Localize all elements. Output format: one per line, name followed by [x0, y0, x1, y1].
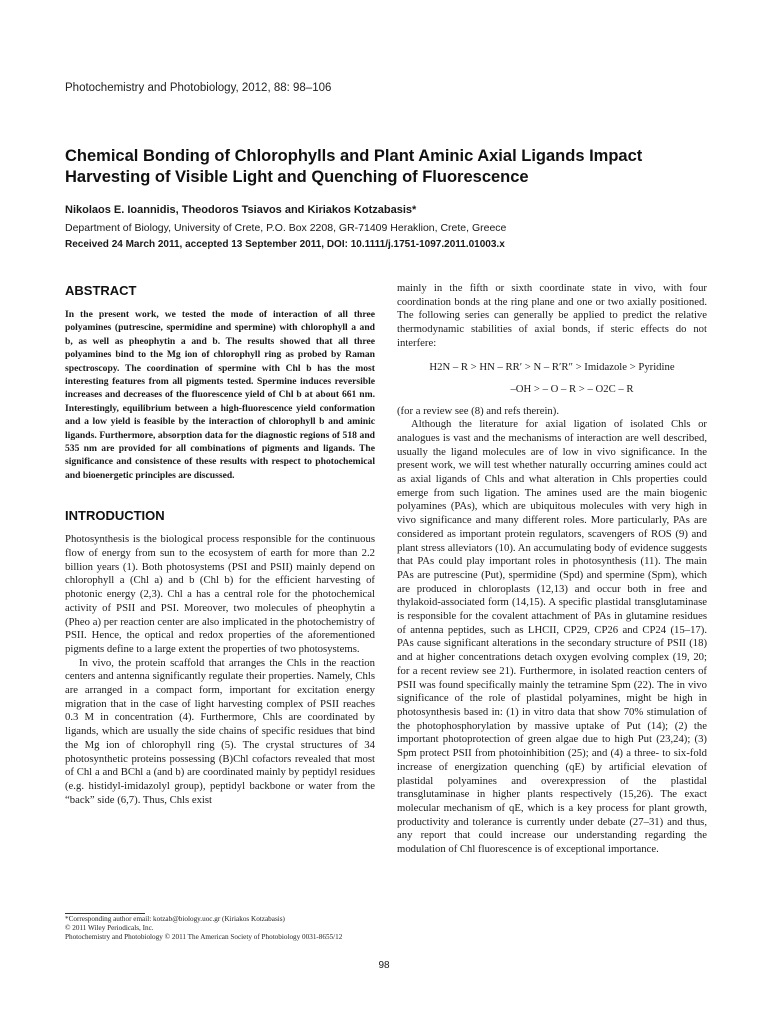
body-paragraph: Although the literature for axial ligation of isolated Chls or analogues is vast and the mechanisms of interaction are well described, usually the ligand molecules are of low in vivo significance. In the present work, we will test whether naturally occurring amines could act as axial ligands of Chls and what alteration in Chls properties could emerge from such ligation. The amines used are the main biogenic polyamines (PAs), which are ubiquitous molecules with very high in vivo significance and many different roles. More particularly, PAs are considered as important protein regulators, scavengers of ROS (9) and plant stress alleviators (10). An accumulating body of evidence suggests that PAs could play important roles in photosynthesis (11). The main PAs are putrescine (Put), spermidine (Spd) and spermine (Spm), which are produced in chloroplasts (12,13) and occur both in free and thylakoid-associated form (14,15). A specific plastidal transglutaminase is responsible for the covalent attachment of PAs in glutamine residues of antenna peptides, such as LHCII, CP29, CP26 and CP24 (15–17). PAs cause significant alterations in the secondary structure of PSII (18) and at higher concentrations detach oxygen evolving complex (19, 20; for a recent review see 21). Furthermore, in isolated reaction centers of PSII was found specifically mainly the tetramine Spm (22). The in vivo significance of the role of plastidal polyamines, might be high in photosynthesis based in: (1) in vitro data that show 70% stimulation of the photophosphorylation by massive uptake of Put (14); (2) the important photoprotection of green algae due to high Put (23,24); (3) Spm protect PSII from photoinhibition (25); and (4) a three- to six-fold increase of energization quenching (qE) by artificial elevation of plastidal polyamines and overexpression of the plastidal transglutaminase in higher plants respectively (15,26). The exact molecular mechanism of qE, which is a key process for plant growth, productivity and tolerance is currently under debate (27–31) and thus, any report that could increase our understanding regarding the modulation of Chl fluorescence is of exceptional importance. [397, 418, 707, 856]
journal-citation: Photochemistry and Photobiology, 2012, 88: 98–106 [65, 82, 332, 94]
body-paragraph: (for a review see (8) and refs therein). [397, 404, 560, 417]
equation-amine-series: H2N – R > HN – RR′ > N – R′R″ > Imidazole > Pyridine [429, 360, 675, 373]
introduction-heading: INTRODUCTION [65, 508, 165, 524]
copyright-line: © 2011 Wiley Periodicals, Inc. [65, 924, 154, 932]
corresponding-author-note: *Corresponding author email: kotzab@biology.uoc.gr (Kiriakos Kotzabasis) [65, 915, 285, 923]
article-title: Chemical Bonding of Chlorophylls and Plant Aminic Axial Ligands Impact Harvesting of Visible Light and Quenching of Fluorescence [65, 147, 643, 186]
abstract-heading: ABSTRACT [65, 283, 137, 298]
body-paragraph: mainly in the fifth or sixth coordinate state in vivo, with four coordination bonds at the ring plane and one or two axially positioned. The following series can generally be applied to predict the relative thermodynamic stabilities of axial bonds, if steric effects do not interfere: [397, 282, 707, 349]
footnote [65, 915, 385, 942]
introduction-paragraph: In vivo, the protein scaffold that arranges the Chls in the reaction centers and antenna significantly regulate their properties. Namely, Chls are arranged in a compact form, important for excitation energy migration that in the case of light harvesting complex of PSII reaches 0.3 M in concentration (4). Furthermore, Chls are coordinated by ligands, which are usually the side chains of specific residues that bind the Mg ion of chlorophyll ring (5). The crystal structures of 34 photosynthetic proteins possessing (B)Chl cofactors revealed that most of Chl a and BChl a (and b) are coordinated mainly by peptidyl residues (e.g. histidyl-imidazolyl group), peptidyl backbone or water from the “back” side (6,7). Thus, Chls exist [65, 656, 375, 806]
footnote-divider [65, 913, 145, 914]
left-column [65, 283, 375, 807]
journal-copyright-line: Photochemistry and Photobiology © 2011 The American Society of Photobiology 0031-8655/12 [65, 933, 343, 941]
author-list: Nikolaos E. Ioannidis, Theodoros Tsiavos and Kiriakos Kotzabasis* [65, 204, 417, 216]
affiliation: Department of Biology, University of Crete, P.O. Box 2208, GR-71409 Heraklion, Crete, Greece [65, 222, 507, 234]
introduction-paragraph: Photosynthesis is the biological process responsible for the continuous flow of energy from sun to the ecosystem of earth for more than 2.2 billion years (1). Both photosystems (PSI and PSII) mainly depend on chlorophyll a (Chl a) and b (Chl b) for the efficient harvesting of photonic energy (2,3). Chl a has a central role for the photochemical activity of PSII and PSI. Moreover, two molecules of pheophytin a (Pheo a) per reaction center are also implicated in the photochemistry of PSII. Hence, the optical and redox properties of the aforementioned pigments define to a large extent the properties of two photosystems. [65, 533, 375, 655]
received-dates-doi: Received 24 March 2011, accepted 13 September 2011, DOI: 10.1111/j.1751-1097.2011.01003.x [65, 239, 505, 250]
page-number: 98 [378, 960, 390, 971]
equation-oxygen-series: –OH > – O – R > – O2C – R [510, 382, 634, 395]
right-column [397, 282, 707, 857]
abstract-body: In the present work, we tested the mode of interaction of all three polyamines (putrescine, spermidine and spermine) with chlorophyll a and b, as well as pheophytin a and b. The results showed that all three polyamines bind to the Mg ion of chlorophyll ring as probed by Raman spectroscopy. The coordination of spermine with Chl b has the most interesting features from all pigments tested. Spermine induces reversible increases and decreases of the fluorescence yield of Chl b at about 661 nm. Interestingly, equilibrium between a high-fluorescence yield conformation and a low yield is feasible by the interaction of chlorophyll b and aminic ligands. Furthermore, absorption data for the diagnostic regions of 518 and 535 nm are provided for all combinations of pigments and ligands. The significance and consistence of these results with respect to photochemical and bioenergetic principles are discussed. [65, 309, 375, 481]
